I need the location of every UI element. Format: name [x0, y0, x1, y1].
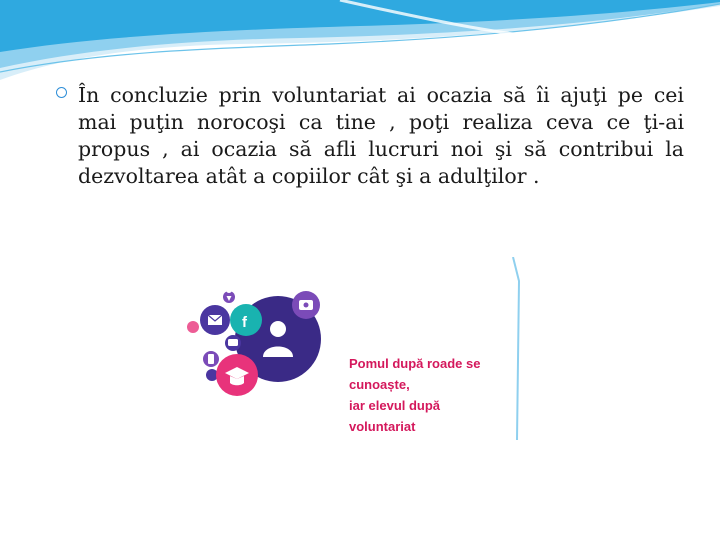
slogan-line: Pomul după roade se — [349, 356, 481, 371]
camera-icon — [299, 300, 313, 310]
facebook-icon: f — [242, 314, 247, 331]
header-wave-decoration — [0, 0, 720, 90]
slogan-line: iar elevul după — [349, 398, 441, 413]
bullet-marker-icon — [56, 87, 67, 98]
volunteering-image — [173, 257, 525, 440]
conclusion-paragraph: În concluzie prin voluntariat ai ocazia să îi ajuţi pe cei mai puţin norocoşi ca tine , poţi realiza ceva ce ţi-ai propus , ai ocazia să afli lucruri noi şi să contribui la dezvoltarea atât a copiilor cât şi a adulţilor . — [78, 83, 684, 188]
slogan-text — [349, 353, 525, 437]
slogan-line: voluntariat — [349, 419, 416, 434]
small-circle-top-left — [187, 321, 199, 333]
bullet-list — [56, 82, 684, 190]
chat-icon — [228, 339, 238, 346]
slogan-line: cunoaște, — [349, 377, 410, 392]
mail-icon — [208, 315, 222, 325]
phone-icon — [208, 354, 214, 364]
